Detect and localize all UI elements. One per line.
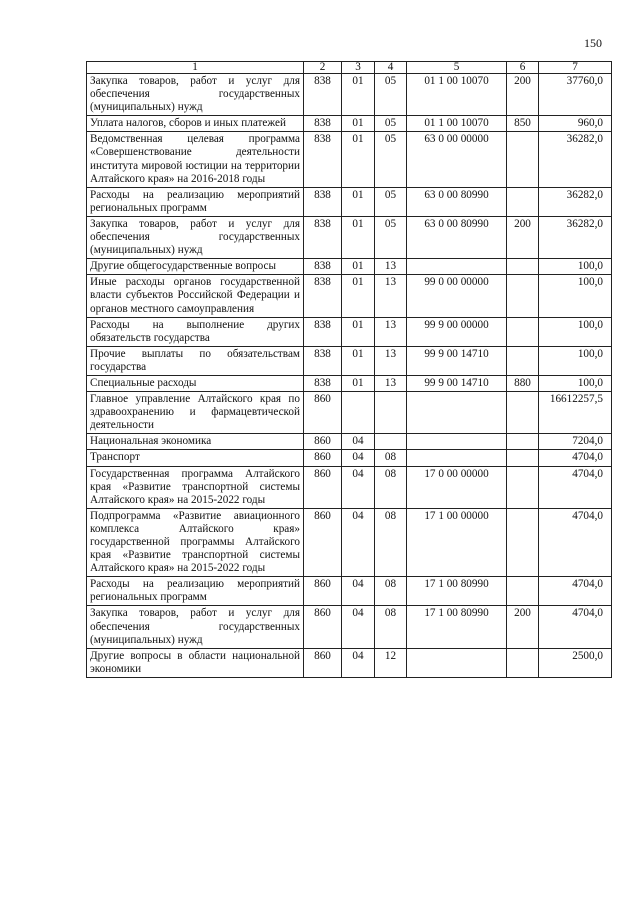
- amount-cell: 4704,0: [539, 466, 612, 508]
- table-row: [87, 450, 612, 466]
- section-code-cell: 01: [342, 275, 375, 317]
- target-article-cell: 63 0 00 00000: [407, 132, 507, 187]
- subsection-code-cell: [375, 434, 407, 450]
- section-code-cell: [342, 392, 375, 434]
- subsection-code-cell: 05: [375, 187, 407, 216]
- amount-cell: 16612257,5: [539, 392, 612, 434]
- target-article-cell: 01 1 00 10070: [407, 74, 507, 116]
- target-article-cell: 17 1 00 00000: [407, 508, 507, 576]
- amount-cell: 100,0: [539, 375, 612, 391]
- expense-type-cell: 200: [507, 74, 539, 116]
- section-code-cell: 01: [342, 346, 375, 375]
- ministry-code-cell: 860: [304, 577, 342, 606]
- subsection-code-cell: 08: [375, 606, 407, 648]
- subsection-code-cell: 12: [375, 648, 407, 677]
- ministry-code-cell: 860: [304, 434, 342, 450]
- subsection-code-cell: 05: [375, 74, 407, 116]
- item-name-cell: Закупка товаров, работ и услуг для обеспечения государственных (муниципальных) нужд: [87, 216, 304, 258]
- ministry-code-cell: 860: [304, 508, 342, 576]
- table-row: [87, 392, 612, 434]
- item-name-cell: Специальные расходы: [87, 375, 304, 391]
- section-code-cell: 04: [342, 508, 375, 576]
- section-code-cell: 04: [342, 648, 375, 677]
- subsection-code-cell: 05: [375, 216, 407, 258]
- expense-type-cell: 200: [507, 606, 539, 648]
- amount-cell: 100,0: [539, 259, 612, 275]
- expense-type-cell: [507, 466, 539, 508]
- section-code-cell: 01: [342, 216, 375, 258]
- amount-cell: 7204,0: [539, 434, 612, 450]
- expense-type-cell: [507, 508, 539, 576]
- expense-type-cell: [507, 346, 539, 375]
- table-row: [87, 508, 612, 576]
- subsection-code-cell: 13: [375, 317, 407, 346]
- ministry-code-cell: 860: [304, 648, 342, 677]
- table-body: [87, 74, 612, 678]
- item-name-cell: Другие общегосударственные вопросы: [87, 259, 304, 275]
- expense-type-cell: [507, 392, 539, 434]
- ministry-code-cell: 838: [304, 275, 342, 317]
- subsection-code-cell: 08: [375, 466, 407, 508]
- ministry-code-cell: 838: [304, 259, 342, 275]
- header-cell: 4: [375, 62, 407, 74]
- table-row: [87, 346, 612, 375]
- ministry-code-cell: 838: [304, 317, 342, 346]
- item-name-cell: Государственная программа Алтайского края «Развитие транспортной системы Алтайского края» на 2015-2022 годы: [87, 466, 304, 508]
- item-name-cell: Ведомственная целевая программа «Совершенствование деятельности института мировой юстиции на территории Алтайского края» на 2016-2018 годы: [87, 132, 304, 187]
- ministry-code-cell: 860: [304, 466, 342, 508]
- target-article-cell: 99 9 00 14710: [407, 346, 507, 375]
- target-article-cell: [407, 450, 507, 466]
- target-article-cell: 99 9 00 00000: [407, 317, 507, 346]
- expense-type-cell: 200: [507, 216, 539, 258]
- item-name-cell: Прочие выплаты по обязательствам государства: [87, 346, 304, 375]
- ministry-code-cell: 860: [304, 450, 342, 466]
- header-cell: 1: [87, 62, 304, 74]
- subsection-code-cell: 13: [375, 275, 407, 317]
- header-row: [87, 62, 612, 74]
- amount-cell: 100,0: [539, 275, 612, 317]
- item-name-cell: Национальная экономика: [87, 434, 304, 450]
- expense-type-cell: [507, 434, 539, 450]
- expense-type-cell: [507, 317, 539, 346]
- table-row: [87, 275, 612, 317]
- table-row: [87, 216, 612, 258]
- amount-cell: 36282,0: [539, 132, 612, 187]
- ministry-code-cell: 838: [304, 116, 342, 132]
- item-name-cell: Транспорт: [87, 450, 304, 466]
- expense-type-cell: [507, 275, 539, 317]
- amount-cell: 36282,0: [539, 187, 612, 216]
- target-article-cell: 63 0 00 80990: [407, 216, 507, 258]
- subsection-code-cell: 05: [375, 132, 407, 187]
- target-article-cell: 17 0 00 00000: [407, 466, 507, 508]
- table-row: [87, 577, 612, 606]
- section-code-cell: 04: [342, 450, 375, 466]
- target-article-cell: [407, 259, 507, 275]
- amount-cell: 4704,0: [539, 606, 612, 648]
- header-cell: 5: [407, 62, 507, 74]
- table-row: [87, 434, 612, 450]
- table-row: [87, 116, 612, 132]
- section-code-cell: 01: [342, 317, 375, 346]
- subsection-code-cell: [375, 392, 407, 434]
- item-name-cell: Иные расходы органов государственной власти субъектов Российской Федерации и органов местного самоуправления: [87, 275, 304, 317]
- table-row: [87, 317, 612, 346]
- subsection-code-cell: 13: [375, 375, 407, 391]
- expense-type-cell: [507, 187, 539, 216]
- subsection-code-cell: 08: [375, 450, 407, 466]
- item-name-cell: Подпрограмма «Развитие авиационного комплекса Алтайского края» государственной программы Алтайского края «Развитие транспортной системы Алтайского края» на 2015-2022 годы: [87, 508, 304, 576]
- amount-cell: 4704,0: [539, 508, 612, 576]
- amount-cell: 100,0: [539, 317, 612, 346]
- subsection-code-cell: 05: [375, 116, 407, 132]
- item-name-cell: Закупка товаров, работ и услуг для обеспечения государственных (муниципальных) нужд: [87, 606, 304, 648]
- header-cell: 3: [342, 62, 375, 74]
- section-code-cell: 01: [342, 375, 375, 391]
- budget-table: [86, 61, 612, 678]
- target-article-cell: [407, 434, 507, 450]
- target-article-cell: [407, 648, 507, 677]
- ministry-code-cell: 838: [304, 187, 342, 216]
- ministry-code-cell: 838: [304, 375, 342, 391]
- amount-cell: 4704,0: [539, 450, 612, 466]
- ministry-code-cell: 860: [304, 606, 342, 648]
- expense-type-cell: [507, 577, 539, 606]
- target-article-cell: 63 0 00 80990: [407, 187, 507, 216]
- target-article-cell: [407, 392, 507, 434]
- amount-cell: 4704,0: [539, 577, 612, 606]
- expense-type-cell: [507, 132, 539, 187]
- item-name-cell: Закупка товаров, работ и услуг для обеспечения государственных (муниципальных) нужд: [87, 74, 304, 116]
- expense-type-cell: [507, 648, 539, 677]
- section-code-cell: 01: [342, 259, 375, 275]
- item-name-cell: Уплата налогов, сборов и иных платежей: [87, 116, 304, 132]
- table-row: [87, 606, 612, 648]
- ministry-code-cell: 838: [304, 346, 342, 375]
- expense-type-cell: 850: [507, 116, 539, 132]
- section-code-cell: 04: [342, 606, 375, 648]
- item-name-cell: Расходы на реализацию мероприятий региональных программ: [87, 577, 304, 606]
- expense-type-cell: [507, 450, 539, 466]
- section-code-cell: 04: [342, 434, 375, 450]
- ministry-code-cell: 838: [304, 74, 342, 116]
- table-row: [87, 375, 612, 391]
- header-cell: 2: [304, 62, 342, 74]
- table-row: [87, 74, 612, 116]
- target-article-cell: 17 1 00 80990: [407, 577, 507, 606]
- amount-cell: 37760,0: [539, 74, 612, 116]
- amount-cell: 2500,0: [539, 648, 612, 677]
- item-name-cell: Главное управление Алтайского края по здравоохранению и фармацевтической деятельности: [87, 392, 304, 434]
- ministry-code-cell: 838: [304, 132, 342, 187]
- item-name-cell: Расходы на выполнение других обязательств государства: [87, 317, 304, 346]
- target-article-cell: 01 1 00 10070: [407, 116, 507, 132]
- page-number: 150: [584, 36, 602, 50]
- subsection-code-cell: 08: [375, 577, 407, 606]
- table-row: [87, 187, 612, 216]
- target-article-cell: 17 1 00 80990: [407, 606, 507, 648]
- section-code-cell: 04: [342, 577, 375, 606]
- target-article-cell: 99 9 00 14710: [407, 375, 507, 391]
- ministry-code-cell: 860: [304, 392, 342, 434]
- amount-cell: 36282,0: [539, 216, 612, 258]
- expense-type-cell: 880: [507, 375, 539, 391]
- table-row: [87, 466, 612, 508]
- section-code-cell: 04: [342, 466, 375, 508]
- subsection-code-cell: 13: [375, 259, 407, 275]
- target-article-cell: 99 0 00 00000: [407, 275, 507, 317]
- table-row: [87, 648, 612, 677]
- section-code-cell: 01: [342, 132, 375, 187]
- subsection-code-cell: 13: [375, 346, 407, 375]
- section-code-cell: 01: [342, 116, 375, 132]
- expense-type-cell: [507, 259, 539, 275]
- item-name-cell: Расходы на реализацию мероприятий региональных программ: [87, 187, 304, 216]
- header-cell: 7: [539, 62, 612, 74]
- section-code-cell: 01: [342, 187, 375, 216]
- subsection-code-cell: 08: [375, 508, 407, 576]
- amount-cell: 960,0: [539, 116, 612, 132]
- table-row: [87, 132, 612, 187]
- ministry-code-cell: 838: [304, 216, 342, 258]
- table-row: [87, 259, 612, 275]
- section-code-cell: 01: [342, 74, 375, 116]
- item-name-cell: Другие вопросы в области национальной экономики: [87, 648, 304, 677]
- header-cell: 6: [507, 62, 539, 74]
- amount-cell: 100,0: [539, 346, 612, 375]
